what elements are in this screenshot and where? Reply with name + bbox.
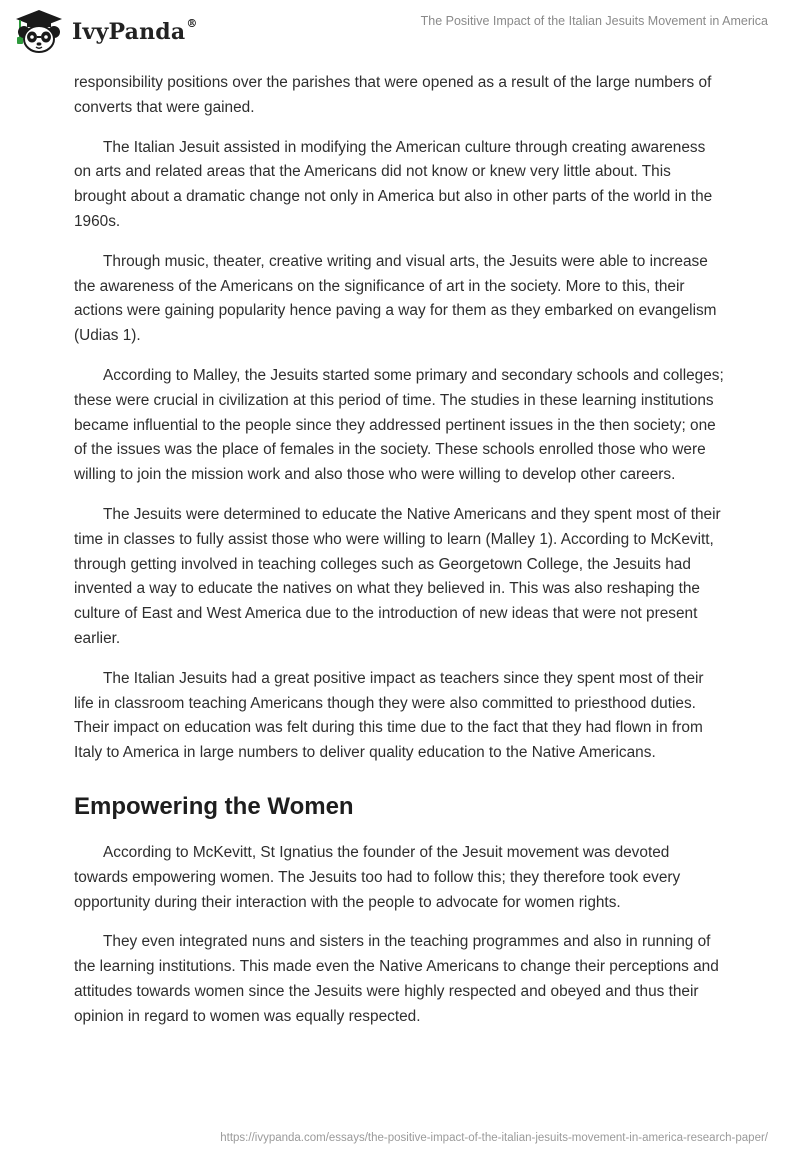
paragraph: The Jesuits were determined to educate the Native Americans and they spent most of their time in classes to fully assist those who were willing to learn (Malley 1). According to McKevitt, through getting involved in teaching colleges such as Georgetown College, the Jesuits had invented a way to educate the natives on what they believed in. This was also reshaping the culture of East and West America due to the introduction of new ideas that were not present earlier. — [74, 505, 721, 647]
section-heading: Empowering the Women — [74, 792, 354, 820]
paragraph: According to McKevitt, St Ignatius the founder of the Jesuit movement was devoted towards empowering women. The Jesuits too had to follow this; they therefore took every opportunity during their interaction with the people to advocate for women rights. — [74, 843, 681, 911]
document-title: The Positive Impact of the Italian Jesuits Movement in America — [420, 14, 768, 28]
paragraph: The Italian Jesuits had a great positive impact as teachers since they spent most of their life in classroom teaching Americans though they were also committed to priesthood duties. Their impact on education was felt during this time due to the fact that they had flown in from Italy to America in large numbers to deliver quality education to the Native Americans. — [74, 669, 704, 762]
paragraph: According to Malley, the Jesuits started some primary and secondary schools and colleges; these were crucial in civilization at this period of time. The studies in these learning institutions became influential to the people since they addressed pertinent issues in the then society; one of the issues was the place of females in the society. These schools enrolled those who were willing to join the mission work and also those who were willing to develop other careers. — [74, 366, 724, 484]
registered-mark: ® — [186, 17, 198, 30]
paragraph: Through music, theater, creative writing and visual arts, the Jesuits were able to increase the awareness of the Americans on the significance of art in the society. More to this, their actions were gaining popularity hence paving a way for them as they embarked on evangelism (Udias 1). — [74, 252, 717, 345]
ivypanda-logo[interactable] — [12, 8, 198, 54]
paragraph: They even integrated nuns and sisters in the teaching programmes and also in running of the learning institutions. This made even the Native Americans to change their perceptions and attitudes towards women since the Jesuits were highly respected and obeyed and thus their opinion in regard to women was equally respected. — [74, 933, 719, 1025]
panda-graduate-icon — [12, 8, 66, 54]
paragraph-continued: responsibility positions over the parishes that were opened as a result of the large numbers of converts that were gained. — [74, 74, 712, 116]
brand-name — [72, 19, 198, 45]
brand-name-text: IvyPanda — [72, 19, 186, 45]
page-header — [0, 0, 800, 62]
source-url[interactable]: https://ivypanda.com/essays/the-positive-impact-of-the-italian-jesuits-movement-in-america-research-paper/ — [220, 1132, 768, 1144]
paragraph: The Italian Jesuit assisted in modifying the American culture through creating awareness on arts and related areas that the Americans did not know or knew very little about. This brought about a dramatic change not only in America but also in other parts of the world in the 1960s. — [74, 138, 713, 230]
essay-body — [74, 71, 726, 1045]
